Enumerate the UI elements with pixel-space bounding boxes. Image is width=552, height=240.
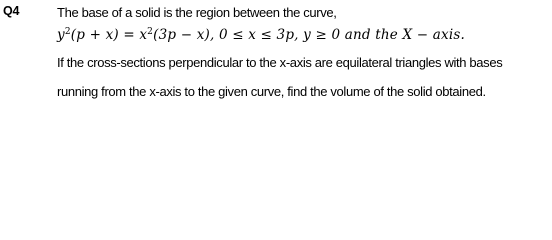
question-number: Q4 [3,4,20,18]
equation-exponent-2: 2 [147,27,154,37]
equation-part-2: (p + x) = x [70,27,148,43]
equation-part-4: and the X − axis. [344,27,465,43]
question-line-3: If the cross-sections perpendicular to the x-axis are equilateral triangles with bases [57,55,503,70]
equation-part-1: y [57,27,65,43]
equation-exponent-1: 2 [64,27,71,37]
curve-equation [57,27,465,43]
question-line-1: The base of a solid is the region between the curve, [57,5,337,20]
equation-part-3: (3p − x), 0 ≤ x ≤ 3p, y ≥ 0 [153,27,345,43]
question-line-4: running from the x-axis to the given curve, find the volume of the solid obtained. [57,84,486,99]
